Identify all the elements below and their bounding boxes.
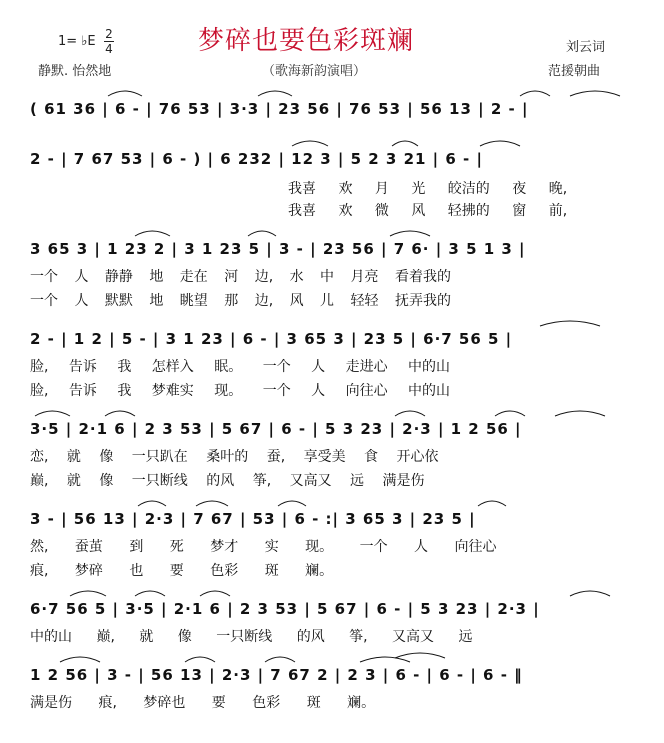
slur-arc <box>200 591 230 596</box>
lyric-row-6-verse-2: 痕, 梦碎 也 要 色彩 斑 斓。 <box>30 563 334 579</box>
singer-credit: （歌海新韵演唱） <box>262 64 367 79</box>
song-title: 梦碎也要色彩斑斓 <box>198 26 415 56</box>
time-denominator: 4 <box>105 42 113 56</box>
slur-arc <box>265 657 295 662</box>
slur-arc <box>138 501 166 506</box>
slur-arc <box>360 657 410 662</box>
slur-arc <box>395 653 445 658</box>
slur-arc <box>135 231 170 236</box>
slur-arc <box>278 501 306 506</box>
slur-arc <box>395 411 425 416</box>
slur-arc <box>105 411 135 416</box>
lyric-row-2-verse-2: 我喜 欢 微 风 轻拂的 窗 前, <box>288 203 568 219</box>
lyric-row-8-verse-1: 满是伤 痕, 梦碎也 要 色彩 斑 斓。 <box>30 695 376 711</box>
lyric-row-4-verse-2: 脸, 告诉 我 梦难实 现。 一个 人 向往心 中的山 <box>30 383 451 399</box>
slur-arc <box>196 501 228 506</box>
slur-arc <box>478 501 506 506</box>
notation-row-1: ( 61 36 | 6 - | 76 53 | 3·3 | 23 56 | 76 53 | 56 13 | 2 - | <box>30 100 529 118</box>
slur-arc <box>392 141 418 146</box>
lyric-row-6-verse-1: 然, 蚕茧 到 死 梦才 实 现。 一个 人 向往心 <box>30 539 497 555</box>
lyricist-credit: 刘云词 <box>566 40 606 55</box>
notation-row-8: 1 2 56 | 3 - | 56 13 | 2·3 | 7 67 2 | 2 3 | 6 - | 6 - | 6 - ‖ <box>30 666 523 684</box>
slur-arc <box>108 91 142 96</box>
slur-arc <box>135 591 165 596</box>
notation-row-5: 3·5 | 2·1 6 | 2 3 53 | 5 67 | 6 - | 5 3 23 | 2·3 | 1 2 56 | <box>30 420 522 438</box>
slur-arc <box>540 321 600 326</box>
composer-credit: 范援朝曲 <box>548 64 601 79</box>
lyric-row-7-verse-1: 中的山 巅, 就 像 一只断线 的风 筝, 又高又 远 <box>30 629 473 645</box>
slur-arc <box>185 657 215 662</box>
slur-arc <box>248 231 276 236</box>
slur-arc <box>292 141 328 146</box>
slur-arc <box>570 591 610 596</box>
lyric-row-3-verse-2: 一个 人 默默 地 眺望 那 边, 风 儿 轻轻 抚弄我的 <box>30 293 451 309</box>
lyric-row-3-verse-1: 一个 人 静静 地 走在 河 边, 水 中 月亮 看着我的 <box>30 269 451 285</box>
time-numerator: 2 <box>105 27 113 41</box>
notation-row-3: 3 65 3 | 1 23 2 | 3 1 23 5 | 3 - | 23 56 | 7 6· | 3 5 1 3 | <box>30 240 526 258</box>
slur-arc <box>70 591 106 596</box>
key-signature: 1= ♭E <box>58 34 96 49</box>
slur-arc <box>258 91 292 96</box>
notation-row-7: 6·7 56 5 | 3·5 | 2·1 6 | 2 3 53 | 5 67 | 6 - | 5 3 23 | 2·3 | <box>30 600 540 618</box>
tempo-marking: 静默. 怡然地 <box>38 64 112 79</box>
lyric-row-5-verse-1: 恋, 就 像 一只趴在 桑叶的 蚕, 享受美 食 开心依 <box>30 449 439 465</box>
lyric-row-5-verse-2: 巅, 就 像 一只断线 的风 筝, 又高又 远 满是伤 <box>30 473 425 489</box>
lyric-row-4-verse-1: 脸, 告诉 我 怎样入 眠。 一个 人 走进心 中的山 <box>30 359 451 375</box>
slur-arc <box>495 411 525 416</box>
slur-arc <box>520 91 550 96</box>
notation-row-4: 2 - | 1 2 | 5 - | 3 1 23 | 6 - | 3 65 3 | 23 5 | 6·7 56 5 | <box>30 330 513 348</box>
slur-arc <box>35 411 70 416</box>
notation-row-6: 3 - | 56 13 | 2·3 | 7 67 | 53 | 6 - :| 3 65 3 | 23 5 | <box>30 510 476 528</box>
notation-row-2: 2 - | 7 67 53 | 6 - ) | 6 232 | 12 3 | 5 2 3 21 | 6 - | <box>30 150 483 168</box>
slur-arc <box>570 91 620 96</box>
lyric-row-2-verse-1: 我喜 欢 月 光 皎洁的 夜 晚, <box>288 181 568 197</box>
slur-arc <box>480 141 520 146</box>
slur-arc <box>390 231 430 236</box>
slur-arc <box>555 411 605 416</box>
slur-arc <box>60 657 100 662</box>
